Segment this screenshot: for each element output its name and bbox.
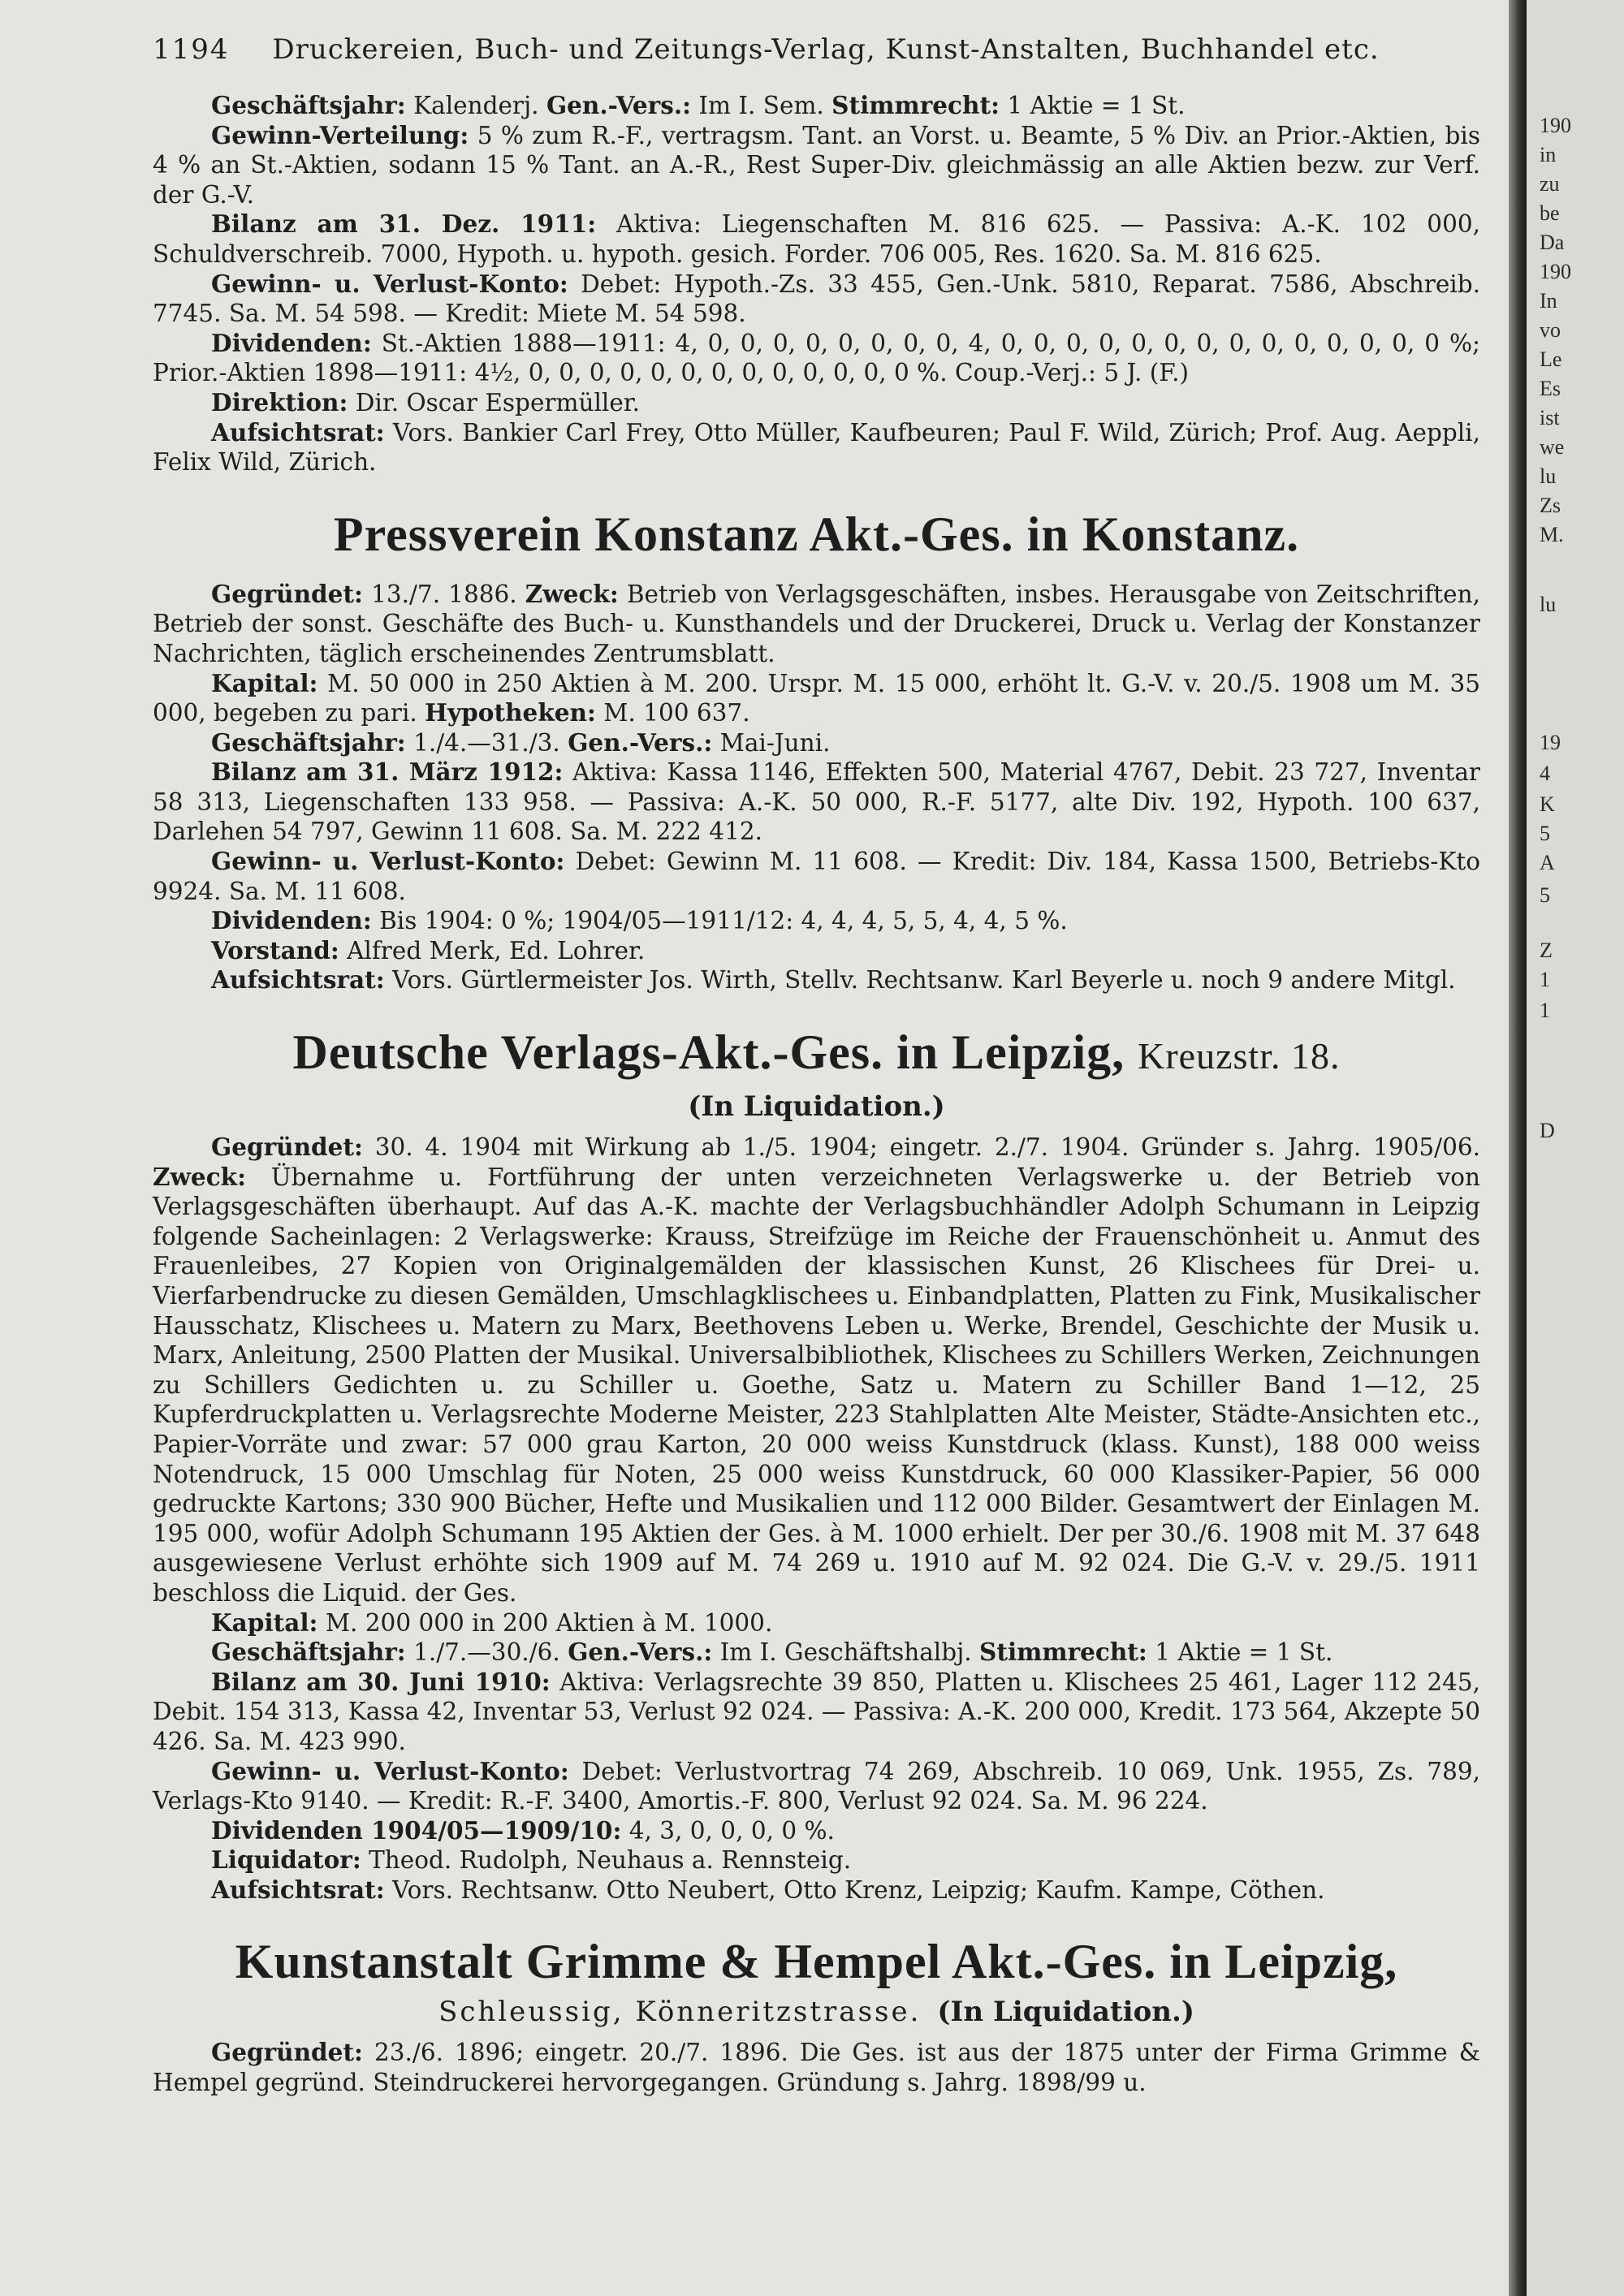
running-header (153, 31, 1480, 68)
entry-paragraph: Kapital: M. 50 000 in 250 Aktien à M. 200. Urspr. M. 15 000, erhöht lt. G.-V. v. 20./5. 1908 um M. 35 000, begeben zu pari. Hypotheken: M. 100 637. (153, 668, 1480, 727)
adjacent-page-edge (1527, 0, 1624, 2296)
adjacent-page-fragment: 1 (1540, 999, 1550, 1022)
entry-paragraph: Bilanz am 31. März 1912: Aktiva: Kassa 1146, Effekten 500, Material 4767, Debit. 23 727, Inventar 58 313, Liegenschaften 133 958. — Passiva: A.-K. 50 000, R.-F. 5177, alte Div. 192, Hypoth. 100 637, Darlehen 54 797, Gewinn 11 608. Sa. M. 222 412. (153, 757, 1481, 846)
adjacent-page-fragment: 4 (1540, 762, 1550, 785)
adjacent-page-fragment: Da (1540, 231, 1565, 254)
book-gutter (1509, 0, 1527, 2296)
entry-paragraph: Geschäftsjahr: 1./4.—31./3. Gen.-Vers.: Mai-Juni. (211, 727, 831, 757)
entry-paragraph: Dividenden: Bis 1904: 0 %; 1904/05—1911/12: 4, 4, 4, 5, 5, 4, 4, 5 %. (211, 906, 1068, 935)
adjacent-page-fragment: 5 (1540, 883, 1550, 907)
adjacent-page-fragment: zu (1540, 172, 1560, 196)
adjacent-page-fragment: we (1540, 435, 1565, 459)
liquidation-note: (In Liquidation.) (688, 1090, 945, 1124)
adjacent-page-fragment: K (1540, 792, 1555, 816)
running-title: Druckereien, Buch- und Zeitungs-Verlag, Kunst-Anstalten, Buchhandel etc. (272, 33, 1380, 66)
entry-location: Schleussig, Könneritzstrasse. (438, 1996, 922, 2029)
entry-location-line (153, 1996, 1480, 2028)
adjacent-page-fragment: D (1540, 1119, 1555, 1142)
adjacent-page-fragment: 5 (1540, 822, 1550, 845)
adjacent-page-fragment: ist (1540, 406, 1560, 429)
liquidation-note: (In Liquidation.) (937, 1996, 1194, 2029)
entry-continuation (153, 91, 1480, 477)
adjacent-page-fragment: lu (1540, 464, 1557, 488)
adjacent-page-fragment: vo (1540, 318, 1561, 342)
adjacent-page-fragment: Es (1540, 377, 1561, 400)
entry-paragraph: Dividenden 1904/05—1909/10: 4, 3, 0, 0, 0, 0 %. (211, 1815, 835, 1845)
entry-title: Pressverein Konstanz Akt.-Ges. in Konstanz. (333, 507, 1300, 561)
entry-paragraph: Gegründet: 23./6. 1896; eingetr. 20./7. 1896. Die Ges. ist aus der 1875 unter der Firma Grimme & Hempel gegründ. Steindruckerei hervorgegangen. Gründung s. Jahrg. 1898/99 u. (153, 2038, 1480, 2097)
adjacent-page-fragment: 19 (1540, 731, 1561, 754)
adjacent-page-fragment: Z (1540, 939, 1553, 962)
entry-paragraph: Geschäftsjahr: 1./7.—30./6. Gen.-Vers.: Im I. Geschäftshalbj. Stimmrecht: 1 Aktie = 1 St. (211, 1638, 1333, 1667)
entry-paragraph: Vorstand: Alfred Merk, Ed. Lohrer. (211, 935, 646, 965)
adjacent-page-fragment: 190 (1540, 114, 1571, 137)
entry-paragraph: Aufsichtsrat: Vors. Rechtsanw. Otto Neubert, Otto Krenz, Leipzig; Kaufm. Kampe, Cöthen. (211, 1875, 1325, 1904)
entry-deutsche-verlags (153, 1025, 1480, 1905)
entry-paragraph: Aufsichtsrat: Vors. Gürtlermeister Jos. Wirth, Stellv. Rechtsanw. Karl Beyerle u. noch 9 andere Mitgl. (211, 965, 1456, 995)
entry-paragraph: Aufsichtsrat: Vors. Bankier Carl Frey, Otto Müller, Kaufbeuren; Paul F. Wild, Zürich; Prof. Aug. Aeppli, Felix Wild, Zürich. (153, 417, 1480, 477)
entry-paragraph: Bilanz am 30. Juni 1910: Aktiva: Verlagsrechte 39 850, Platten u. Klischees 25 461, Lager 112 245, Debit. 154 313, Kassa 42, Inventar 53, Verlust 92 024. — Passiva: A.-K. 200 000, Kredit. 173 564, Akzepte 50 426. Sa. M. 423 990. (153, 1667, 1481, 1755)
adjacent-page-fragment: Zs (1540, 494, 1561, 517)
entry-paragraph: Gewinn- u. Verlust-Konto: Debet: Verlustvortrag 74 269, Abschreib. 10 069, Unk. 1955, Zs. 789, Verlags-Kto 9140. — Kredit: R.-F. 3400, Amortis.-F. 800, Verlust 92 024. Sa. M. 96 224. (153, 1756, 1480, 1815)
adjacent-page-fragment: in (1540, 143, 1557, 166)
entry-paragraph: Gegründet: 13./7. 1886. Zweck: Betrieb von Verlagsgeschäften, insbes. Herausgabe von Zeitschriften, Betrieb der sonst. Geschäfte des Buch- u. Kunsthandels und der Druckerei, Druck u. Verlag der Konstanzer Nachrichten, täglich erscheinendes Zentrumsblatt. (153, 579, 1480, 667)
entry-paragraph: Liquidator: Theod. Rudolph, Neuhaus a. Rennsteig. (211, 1845, 852, 1875)
entry-grimme-hempel (153, 1934, 1480, 2097)
adjacent-page-fragment: Le (1540, 347, 1562, 371)
entry-paragraph: Gegründet: 30. 4. 1904 mit Wirkung ab 1./5. 1904; eingetr. 2./7. 1904. Gründer s. Jahrg. 1905/06. Zweck: Übernahme u. Fortführung der unten verzeichneten Verlagswerke u. der Betrieb von Verlagsgeschäften überhaupt. Auf das A.-K. machte der Verlagsbuchhändler Adolph Schumann in Leipzig folgende Sacheinlagen: 2 Verlagswerke: Krauss, Streifzüge im Reiche der Frauenschönheit u. Anmut des Frauenleibes, 27 Kopien von Originalgemälden der klassischen Kunst, 26 Klischees für Drei- u. Vierfarbendrucke zu diesen Gemälden, Umschlagklischees u. Einbandplatten, Platten zu Fink, Musikalischer Hausschatz, Klischees u. Matern zu Marx, Beethovens Leben u. Werke, Brendel, Geschichte der Musik u. Marx, Anleitung, 2500 Platten der Musikal. Universalbibliothek, Klischees zu Schillers Werken, Zeichnungen zu Schillers Gedichten u. zu Schiller u. Goethe, Satz u. Matern zu Schiller Band 1—12, 25 Kupferdruckplatten u. Verlagsrechte Moderne Meister, 223 Stahlplatten Alte Meister, Städte-Ansichten etc., Papier-Vorräte und zwar: 57 000 grau Karton, 20 000 weiss Kunstdruck (klass. Kunst), 188 000 weiss Notendruck, 15 000 Umschlag für Noten, 25 000 weiss Kunstdruck, 60 000 Klassiker-Papier, 56 000 gedruckte Kartons; 330 900 Bücher, Hefte und Musikalien und 112 000 Bilder. Gesamtwert der Einlagen M. 195 000, wofür Adolph Schumann 195 Aktien der Ges. à M. 1000 erhielt. Der per 30./6. 1908 mit M. 37 648 ausgewiesene Verlust erhöhte sich 1909 auf M. 74 269 u. 1910 auf M. 92 024. Die G.-V. v. 29./5. 1911 beschloss die Liquid. der Ges. (153, 1133, 1480, 1607)
entry-title: Kunstanstalt Grimme & Hempel Akt.-Ges. in Leipzig, (235, 1935, 1398, 1989)
entry-paragraph: Gewinn-Verteilung: 5 % zum R.-F., vertragsm. Tant. an Vorst. u. Beamte, 5 % Div. an Prior.-Aktien, bis 4 % an St.-Aktien, sodann 15 % Tant. an A.-R., Rest Super-Div. gleichmässig an alle Aktien bezw. zur Verf. der G.-V. (153, 120, 1480, 209)
adjacent-page-fragment: be (1540, 201, 1560, 225)
entry-paragraph: Kapital: M. 200 000 in 200 Aktien à M. 1000. (211, 1608, 773, 1637)
adjacent-page-fragment: M. (1540, 523, 1564, 546)
adjacent-page-fragment: 1 (1540, 968, 1550, 991)
entry-paragraph: Dividenden: St.-Aktien 1888—1911: 4, 0, 0, 0, 0, 0, 0, 0, 0, 4, 0, 0, 0, 0, 0, 0, 0, 0, 0, 0, 0, 0, 0, 0 %; Prior.-Aktien 1898—1911: 4½, 0, 0, 0, 0, 0, 0, 0, 0, 0, 0, 0, 0, 0 %. Coup.-Verj.: 5 J. (F.) (153, 328, 1480, 387)
entry-paragraph: Geschäftsjahr: Kalenderj. Gen.-Vers.: Im I. Sem. Stimmrecht: 1 Aktie = 1 St. (211, 91, 1186, 119)
entry-paragraph: Gewinn- u. Verlust-Konto: Debet: Gewinn M. 11 608. — Kredit: Div. 184, Kassa 1500, Betriebs-Kto 9924. Sa. M. 11 608. (153, 847, 1480, 905)
entry-paragraph: Gewinn- u. Verlust-Konto: Debet: Hypoth.-Zs. 33 455, Gen.-Unk. 5810, Reparat. 7586, Abschreib. 7745. Sa. M. 54 598. — Kredit: Miete M. 54 598. (153, 269, 1480, 328)
page-content (153, 31, 1480, 2098)
page-number: 1194 (153, 33, 230, 66)
entry-title: Deutsche Verlags-Akt.-Ges. in Leipzig, Kreuzstr. 18. (292, 1025, 1341, 1080)
entry-address: Kreuzstr. 18. (1138, 1035, 1341, 1077)
entry-pressverein-konstanz (153, 507, 1480, 995)
adjacent-page-fragment: 190 (1540, 260, 1571, 283)
entry-paragraph: Bilanz am 31. Dez. 1911: Aktiva: Liegenschaften M. 816 625. — Passiva: A.-K. 102 000, Schuldverschreib. 7000, Hypoth. u. hypoth. gesich. Forder. 706 005, Res. 1620. Sa. M. 816 625. (153, 209, 1480, 268)
adjacent-page-fragment: In (1540, 289, 1557, 313)
entry-paragraph: Direktion: Dir. Oscar Espermüller. (211, 387, 641, 416)
adjacent-page-fragment: A (1540, 851, 1555, 874)
adjacent-page-fragment: lu (1540, 593, 1557, 616)
